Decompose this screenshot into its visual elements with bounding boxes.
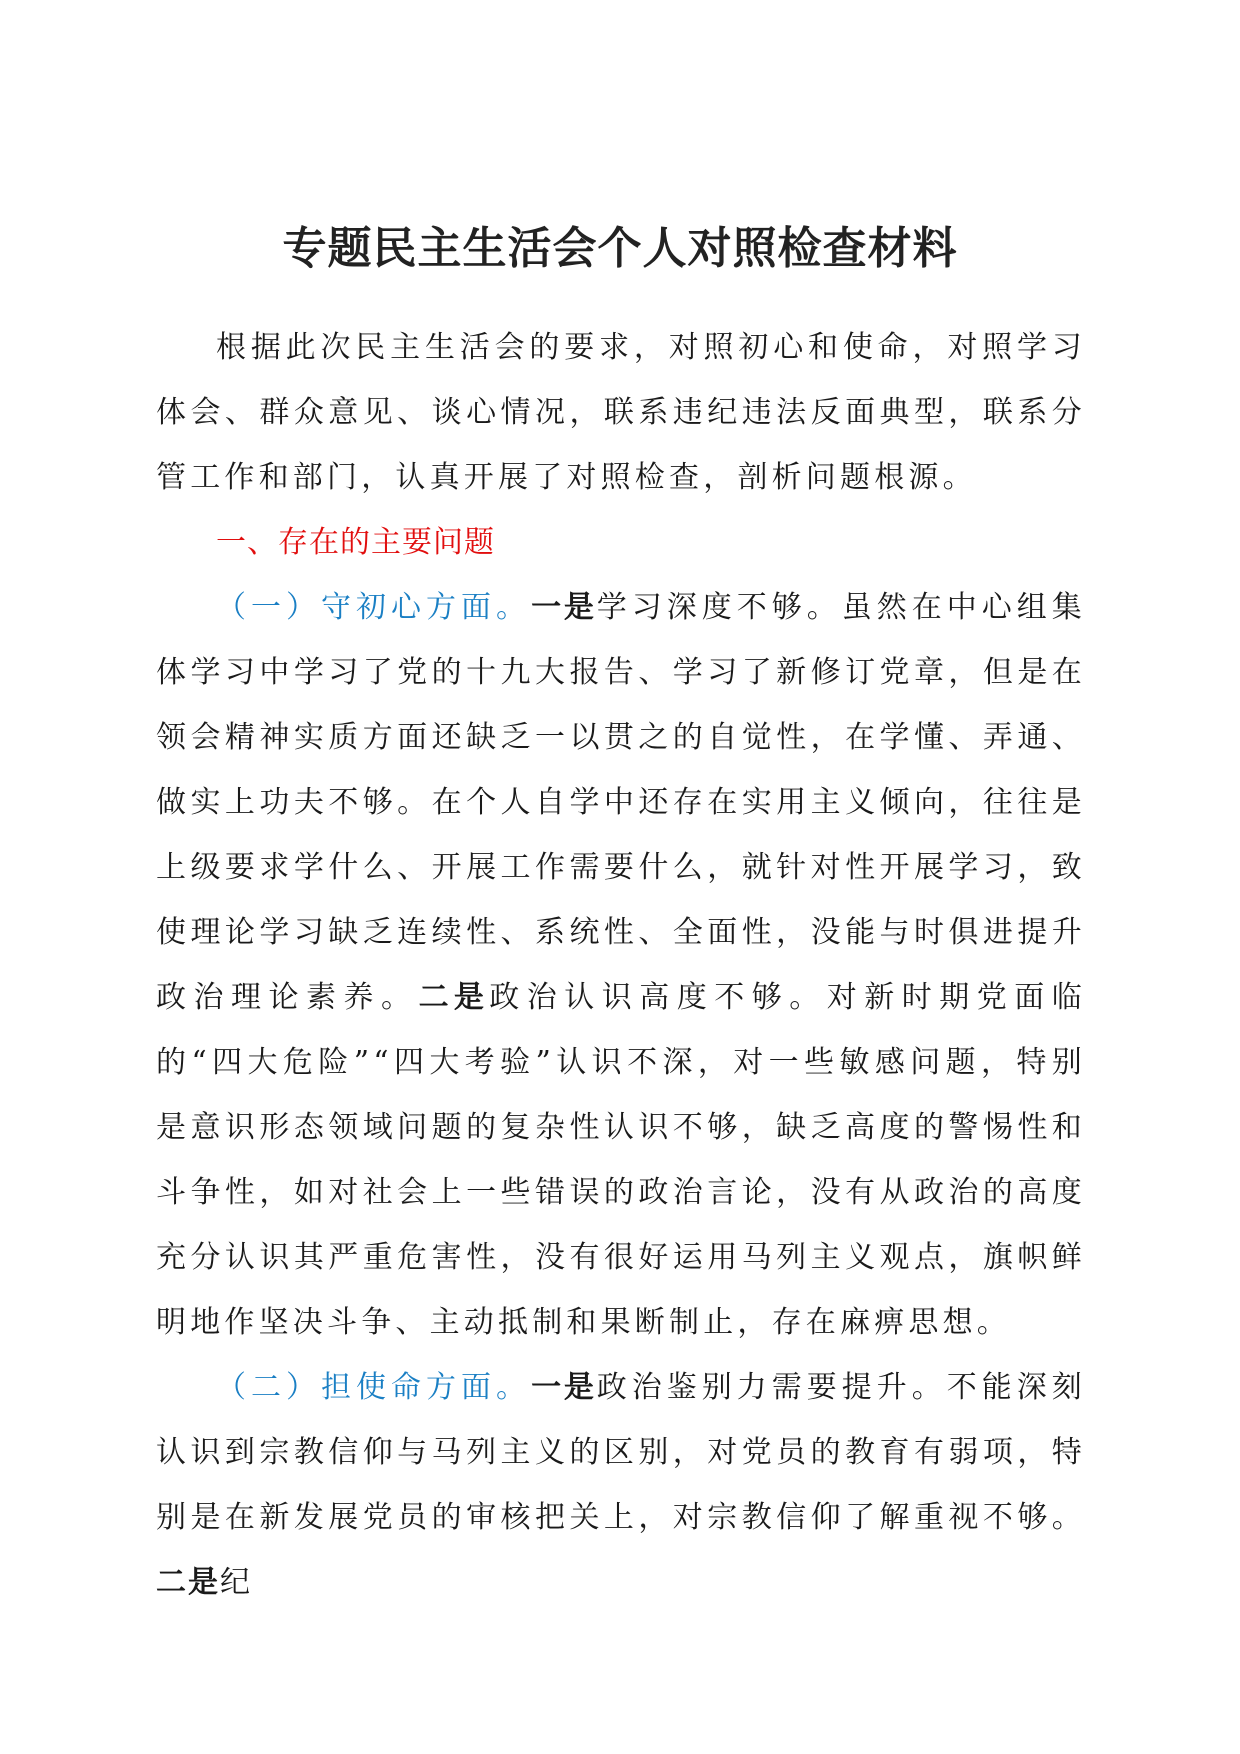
section-heading-text: 一、存在的主要问题 [216,525,495,560]
part1-paragraph [156,575,1086,1355]
part2-item2-text: 纪 [220,1565,255,1600]
part2-paragraph [156,1355,1086,1615]
part2-item2-marker: 二是 [156,1565,220,1600]
document-body [156,315,1086,1615]
part2-label: （二）担使命方面。 [216,1370,532,1405]
intro-paragraph: 根据此次民主生活会的要求，对照初心和使命，对照学习体会、群众意见、谈心情况，联系违纪违法反面典型，联系分管工作和部门，认真开展了对照检查，剖析问题根源。 [156,330,1086,495]
part1-item1-text: 学习深度不够。虽然在中心组集体学习中学习了党的十九大报告、学习了新修订党章，但是在领会精神实质方面还缺乏一以贯之的自觉性，在学懂、弄通、做实上功夫不够。在个人自学中还存在实用主义倾向，往往是上级要求学什么、开展工作需要什么，就针对性开展学习，致使理论学习缺乏连续性、系统性、全面性，没能与时俱进提升政治理论素养。 [156,590,1086,1015]
part2-item1-marker: 一是 [531,1370,597,1405]
document-title: 专题民主生活会个人对照检查材料 [282,223,958,274]
part1-item2-text: 政治认识高度不够。对新时期党面临的“四大危险”“四大考验”认识不深，对一些敏感问题，特别是意识形态领域问题的复杂性认识不够，缺乏高度的警惕性和斗争性，如对社会上一些错误的政治言论，没有从政治的高度充分认识其严重危害性，没有很好运用马列主义观点，旗帜鲜明地作坚决斗争、主动抵制和果断制止，存在麻痹思想。 [156,980,1087,1340]
section-heading [156,510,1086,575]
part1-label: （一）守初心方面。 [216,590,532,625]
part2-item1-text: 政治鉴别力需要提升。不能深刻认识到宗教信仰与马列主义的区别，对党员的教育有弱项，特别是在新发展党员的审核把关上，对宗教信仰了解重视不够。 [156,1370,1086,1535]
part1-item1-marker: 一是 [531,590,597,625]
part1-item2-marker: 二是 [418,980,490,1015]
